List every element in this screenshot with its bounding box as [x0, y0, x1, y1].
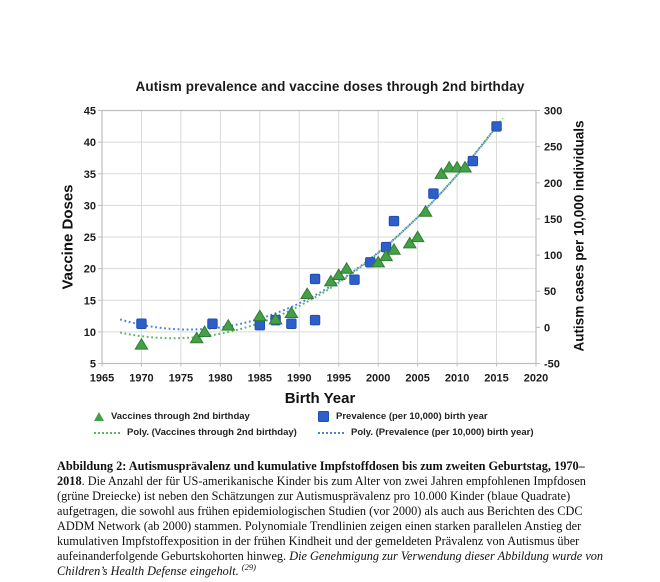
square-marker	[389, 216, 398, 225]
legend-label: Prevalence (per 10,000) birth year	[336, 411, 488, 422]
x-tick-label: 1990	[287, 372, 312, 385]
y-right-tick-label: 0	[544, 322, 551, 335]
legend	[0, 411, 660, 443]
x-tick-label: 1965	[89, 372, 115, 385]
y-axis-label-right: Autism cases per 10,000 individuals	[571, 120, 587, 352]
legend-label: Vaccines through 2nd birthday	[111, 411, 250, 422]
y-left-tick-label: 40	[83, 137, 96, 150]
x-tick-label: 2015	[484, 372, 509, 385]
y-left-tick-label: 25	[83, 232, 96, 244]
square-marker	[310, 274, 319, 283]
square-marker	[255, 320, 264, 329]
triangle-marker	[340, 263, 352, 273]
x-tick-label: 1980	[208, 372, 233, 385]
dotted-line-green-icon	[94, 432, 120, 434]
y-left-tick-label: 15	[83, 295, 96, 308]
square-marker	[429, 189, 438, 198]
dotted-line-blue-icon	[318, 432, 344, 434]
legend-item-poly-vaccines	[94, 427, 318, 438]
square-marker	[287, 319, 296, 328]
y-left-tick-label: 30	[83, 200, 96, 213]
y-axis-label-left: Vaccine Doses	[59, 184, 77, 290]
figure-caption	[57, 459, 606, 579]
y-right-tick-label: 50	[544, 286, 557, 299]
triangle-marker	[254, 310, 266, 320]
caption-bold: Abbildung 2: Autismusprävalenz und kumulative Impfstoffdosen bis zum zweiten Geburtstag, 1970–2018	[57, 459, 585, 488]
legend-item-prevalence	[318, 411, 566, 422]
x-tick-label: 1995	[326, 372, 351, 385]
square-marker	[208, 319, 217, 328]
y-right-tick-label: 150	[544, 213, 563, 226]
caption-body: . Die Anzahl der für US-amerikanische Kinder bis zum Alter von zwei Jahren empfohlenen Impfdosen (grüne Dreiecke) ist neben den Schätzungen zur Autismusprävalenz pro 10.000 Kinder (blaue Quadrate) aufgetragen, die sowohl aus frühen epidemiologischen Studien (vor 2000) als auch aus Berichten des CDC ADDM Network (ab 2000) stammen. Polynomiale Trendlinien zeigen einen starken parallelen Anstieg der kumulativen Impfstoffexposition in der frühen Kindheit und der gemeldeten Prävalenz von Autismus über aufeinanderfolgende Geburtskohorten hinweg.	[57, 474, 586, 563]
y-right-tick-label: -50	[544, 358, 560, 371]
x-tick-label: 2000	[365, 372, 391, 385]
x-tick-label: 2005	[405, 372, 430, 385]
triangle-marker-icon	[94, 412, 104, 421]
square-marker	[350, 275, 359, 284]
y-right-tick-label: 200	[544, 177, 563, 190]
y-left-tick-label: 20	[83, 263, 96, 276]
x-axis-label: Birth Year	[284, 390, 356, 407]
square-marker	[310, 315, 319, 324]
x-tick-label: 1975	[168, 372, 194, 385]
y-left-tick-label: 45	[83, 105, 96, 118]
square-marker	[468, 156, 477, 165]
triangle-marker	[301, 288, 313, 298]
y-right-tick-label: 300	[544, 105, 563, 118]
x-tick-label: 1970	[129, 372, 154, 385]
y-right-tick-label: 100	[544, 250, 563, 263]
y-left-tick-label: 10	[83, 326, 96, 339]
triangle-marker	[135, 339, 147, 349]
chart-title: Autism prevalence and vaccine doses through 2nd birthday	[135, 79, 525, 94]
square-marker-icon	[318, 411, 329, 422]
legend-row	[0, 411, 660, 422]
legend-label: Poly. (Vaccines through 2nd birthday)	[127, 427, 297, 438]
y-left-tick-label: 35	[83, 168, 96, 181]
trendline-left	[120, 118, 503, 338]
legend-row	[0, 427, 660, 438]
caption-credit: Die Genehmigung zur Verwendung dieser Abbildung wurde von Children’s Health Defense eingeholt.	[57, 549, 604, 578]
square-marker	[492, 122, 501, 131]
legend-label: Poly. (Prevalence (per 10,000) birth year)	[351, 427, 534, 438]
caption-reference: (29)	[241, 561, 256, 572]
x-tick-label: 2010	[444, 372, 470, 385]
y-right-tick-label: 250	[544, 141, 563, 154]
legend-item-poly-prevalence	[318, 427, 566, 438]
triangle-marker	[419, 206, 431, 216]
triangle-marker	[411, 231, 423, 241]
square-marker	[137, 319, 146, 328]
legend-item-vaccines	[94, 411, 318, 422]
x-tick-label: 2020	[523, 372, 549, 385]
x-tick-label: 1985	[247, 372, 273, 385]
y-left-tick-label: 5	[89, 358, 96, 371]
